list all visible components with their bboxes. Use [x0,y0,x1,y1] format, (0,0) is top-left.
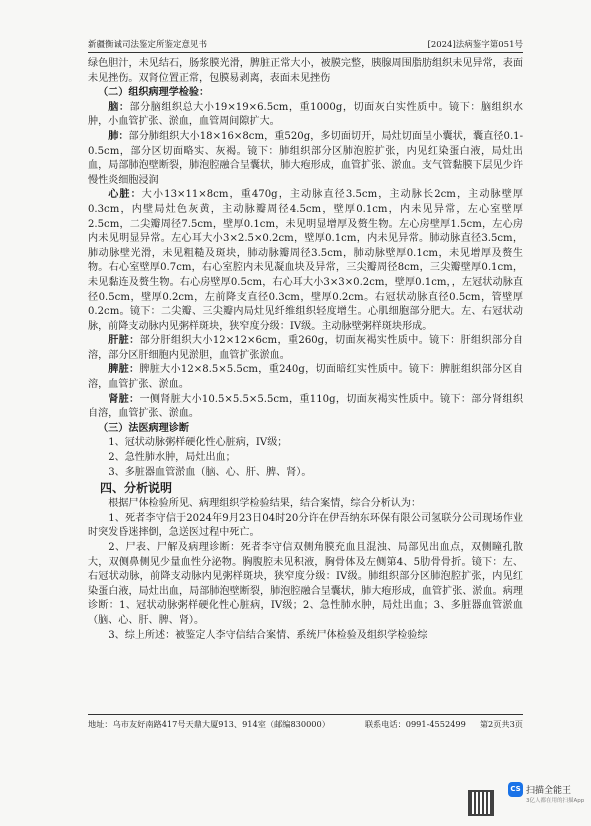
heart-text: 大小13×11×8cm，重470g，主动脉直径3.5cm，主动脉长2cm，主动脉壁厚0.3cm，内壁局灶色灰黄，主动脉瓣周径4.5cm，壁厚0.1cm，内未见异常，左心室壁厚2.5cm，二尖瓣周径7.5cm，壁厚0.1cm，未见明显增厚及赘生物。左心房壁厚1.5cm，左心房内未见明显异常。左心耳大小3×2.5×0.2cm，壁厚0.1cm，内未见异常。肺动脉直径3.5cm，肺动脉壁光滑，未见粗糙及斑块，肺动脉瓣周径3.5cm，肺动脉壁厚0.1cm，未见增厚及赘生物。右心室壁厚0.7cm，右心室腔内未见凝血块及异常，三尖瓣周径8cm，三尖瓣壁厚0.1cm，未见黏连及赘生物。右心房壁厚0.5cm，右心耳大小3×3×0.2cm，壁厚0.1cm，，左冠状动脉直径0.5cm，壁厚0.2cm，左前降支直径0.3cm，壁厚0.2cm。右冠状动脉直径0.5cm，管壁厚0.2cm。镜下：二尖瓣、三尖瓣内局灶见纤维组织轻度增生。心肌细胞部分肥大。左、右冠状动脉，前降支动脉内见粥样斑块，狭窄度分级：IV级。主动脉壁粥样斑块形成。 [88,189,523,332]
analysis-point-2: 2、尸表、尸解及病理诊断：死者李守信双侧角膜充血且混浊、局部见出血点，双侧瞳孔散大，双侧鼻侧见少量血性分泌物。胸腹腔未见积液，胸骨体及左侧第4、5肋骨骨折。镜下：左、右冠状动脉，前降支动脉内见粥样斑块，狭窄度分级：IV级。肺组织部分区肺泡腔扩张，内见红染蛋白液，局灶出血，局部肺泡壁断裂，肺泡腔融合呈囊状，肺大疱形成，血管扩张、淤血。病理诊断：1、冠状动脉粥样硬化性心脏病，IV级；2、急性肺水肿，局灶出血；3、多脏器血管淤血（脑、心、肝、脾、肾）。 [88,542,523,626]
diagnosis-item: 3、多脏器血管淤血（脑、心、肝、脾、肾）。 [108,466,312,478]
analysis-point-1: 1、死者李守信于2024年9月23日04时20分许在伊吾纳东环保有限公司氢联分公司现场作业时突发昏迷摔倒，急送医过程中死亡。 [88,512,523,539]
lung-label: 肺： [108,130,129,142]
footer-divider [88,714,523,715]
section-analysis-title: 四、分析说明 [100,481,173,496]
spleen-paragraph [88,363,523,392]
diagnosis-item: 2、急性肺水肿，局灶出血； [108,452,236,464]
heart-label: 心脏： [108,189,142,201]
footer-phone: 联系电话：0991-4552499 [364,719,466,729]
header-org: 新疆衡诚司法鉴定所鉴定意见书 [88,40,208,50]
analysis-point-3: 3、综上所述：被鉴定人李守信结合案情、系统尸体检验及组织学检验综 [108,629,428,641]
liver-paragraph [88,334,523,363]
document-body [88,57,523,643]
header-divider [88,52,523,53]
camscanner-logo-icon: CS [508,782,523,797]
footer-page-number: 第2页共3页 [479,719,523,729]
section-diagnosis-title: （三）法医病理诊断 [98,422,189,434]
scanner-watermark [508,782,588,822]
lung-text: 部分肺组织大小18×16×8cm，重520g，多切面切开，局灶切面呈小囊状，囊直径0.1-0.5cm，部分区切面略实、灰褐。镜下：肺组织部分区肺泡腔扩张，内见红染蛋白液，局灶出血，局部肺泡壁断裂，肺泡腔融合呈囊状，肺大疱形成，血管扩张、淤血。支气管黏膜下层见少许慢性炎细胞浸润 [88,130,523,186]
spleen-label: 脾脏： [108,364,140,376]
diagnosis-item: 1、冠状动脉粥样硬化性心脏病，IV级； [108,437,288,449]
watermark-tagline: 3亿人都在用的扫描App [526,798,585,804]
footer-address: 地址：乌市友好南路417号天鼎大厦913、914室（邮编830000） [88,719,330,729]
qr-code-icon [468,790,494,816]
section-pathology-title: （二）组织病理学检验： [98,87,210,99]
analysis-intro: 根据尸体检验所见、病理组织学检验结果，结合案情，综合分析认为： [108,498,422,510]
kidney-label: 肾脏： [108,393,140,405]
page-footer [88,719,523,730]
heart-paragraph [88,188,523,334]
intro-paragraph: 绿色胆汁，未见结石，肠浆膜光滑，脾脏正常大小，被膜完整，胰腺周围脂肪组织未见异常，表面未见挫伤。双肾位置正常，包膜易剥离，表面未见挫伤 [88,58,523,84]
brain-label: 脑： [108,101,130,113]
spleen-text: 脾脏大小12×8.5×5.5cm，重240g，切面暗红实性质中。镜下：脾脏组织部分区自溶，血管扩张、淤血。 [88,364,523,391]
liver-label: 肝脏： [108,335,140,347]
watermark-app-name: 扫描全能王 [526,786,572,796]
kidney-paragraph [88,393,523,422]
kidney-text: 一侧肾脏大小10.5×5.5×5.5cm，重110g，切面灰褐实性质中。镜下：部分肾组织自溶，血管扩张、淤血。 [88,393,523,420]
header-doc-number: [2024]法病鉴字第051号 [427,40,523,50]
lung-paragraph [88,130,523,188]
liver-text: 部分肝组织大小12×12×6cm，重260g，切面灰褐实性质中。镜下：肝组织部分自溶，部分区肝细胞内见淤胆，血管扩张淤血。 [88,335,523,361]
brain-text: 部分脑组织总大小19×19×6.5cm，重1000g，切面灰白实性质中。镜下：脑组织水肿，小血管扩张、淤血，血管周间隙扩大。 [88,101,524,128]
brain-paragraph [88,101,523,130]
page-header [88,36,523,50]
